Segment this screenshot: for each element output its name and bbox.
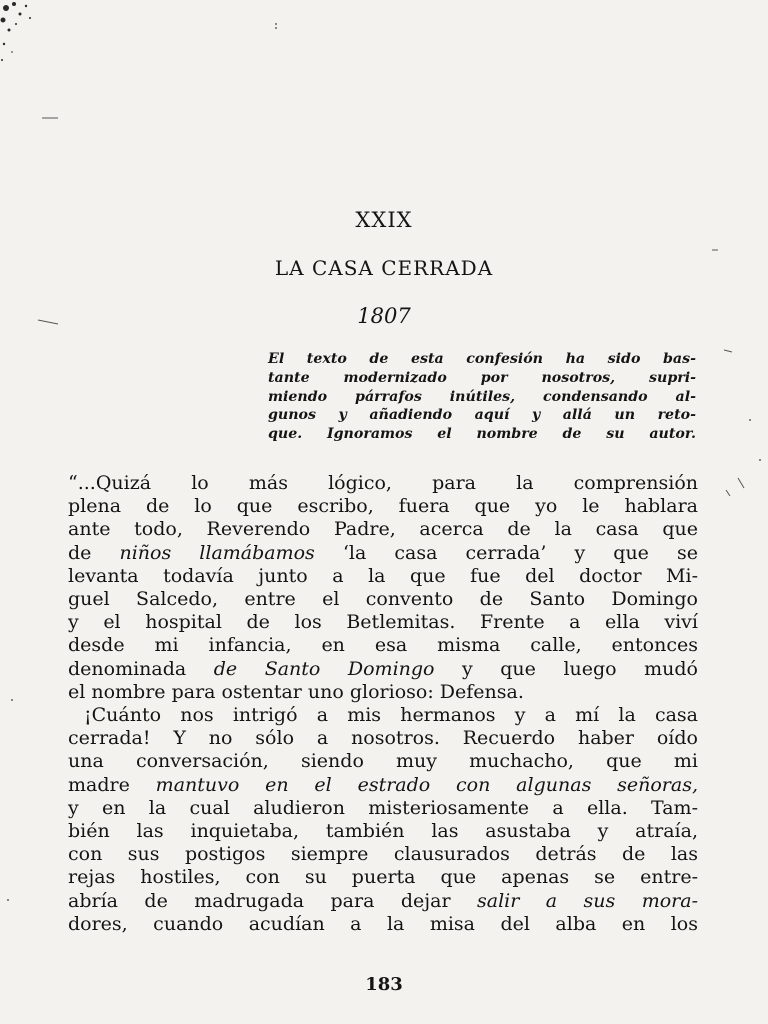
text-segment: denominada	[68, 657, 214, 680]
editor-note-line: miendo párrafos inútiles, condensando al-	[268, 388, 696, 405]
text-line: ante todo, Reverendo Padre, acerca de la casa que	[68, 518, 698, 541]
text-line: con sus postigos siempre clausurados detrás de las	[68, 843, 698, 866]
text-line	[68, 774, 698, 797]
italic-text-segment: niños llamábamos	[119, 541, 315, 564]
page-number: 183	[365, 974, 403, 995]
text-line	[68, 658, 698, 681]
paragraph-2	[68, 704, 698, 936]
editor-note-line: gunos y añadiendo aquí y allá un reto-	[268, 407, 696, 424]
text-line: plena de lo que escribo, fuera que yo le hablara	[68, 495, 698, 518]
text-segment: abría de madrugada para dejar	[68, 889, 477, 912]
text-line: desde mi infancia, en esa misma calle, entonces	[68, 634, 698, 657]
editor-note-line: El texto de esta confesión ha sido bas-	[268, 351, 696, 367]
text-line	[68, 890, 698, 913]
editor-note	[268, 350, 696, 444]
text-line: una conversación, siendo muy muchacho, que mi	[68, 750, 698, 773]
text-segment: de	[68, 541, 120, 564]
text-line	[68, 542, 698, 565]
text-line: rejas hostiles, con su puerta que apenas se entre-	[68, 866, 698, 889]
body-text	[68, 472, 698, 936]
text-line: guel Salcedo, entre el convento de Santo Domingo	[68, 588, 698, 611]
text-line: y en la cual aludieron misteriosamente a ella. Tam-	[68, 796, 698, 819]
chapter-title: LA CASA CERRADA	[274, 256, 494, 280]
italic-text-segment: s señoras,	[581, 773, 699, 796]
text-line: cerrada! Y no sólo a nosotros. Recuerdo haber oído	[68, 727, 698, 750]
italic-text-segment: mantuvo en el estrado con alguna	[155, 773, 582, 796]
text-line: levanta todavía junto a la que fue del doctor Mi-	[68, 564, 698, 587]
text-line: y el hospital de los Betlemitas. Frente a ella viví	[68, 611, 698, 634]
italic-text-segment: salir a sus mora-	[477, 889, 698, 912]
text-segment: ‘la casa cerrada’ y que se	[314, 541, 698, 564]
chapter-year: 1807	[357, 304, 411, 328]
text-line: ¡Cuánto nos intrigó a mis hermanos y a mí la casa	[84, 704, 698, 727]
text-line: dores, cuando acudían a la misa del alba en los	[68, 912, 698, 935]
text-line: el nombre para ostentar uno glorioso: Defensa.	[68, 680, 524, 703]
paragraph-1	[68, 472, 698, 704]
text-line: “...Quizá lo más lógico, para la comprensión	[68, 472, 698, 494]
chapter-number: XXIX	[355, 208, 413, 232]
editor-note-line: que. Ignoramos el nombre de su autor.	[268, 426, 696, 443]
text-line: bién las inquietaba, también las asustaba y atraía,	[68, 820, 698, 843]
editor-note-line: tante modernizado por nosotros, supri-	[268, 369, 696, 386]
text-segment: y que luego mudó	[434, 657, 698, 680]
text-segment: madre	[68, 773, 156, 796]
italic-text-segment: de Santo Domingo	[213, 657, 435, 680]
